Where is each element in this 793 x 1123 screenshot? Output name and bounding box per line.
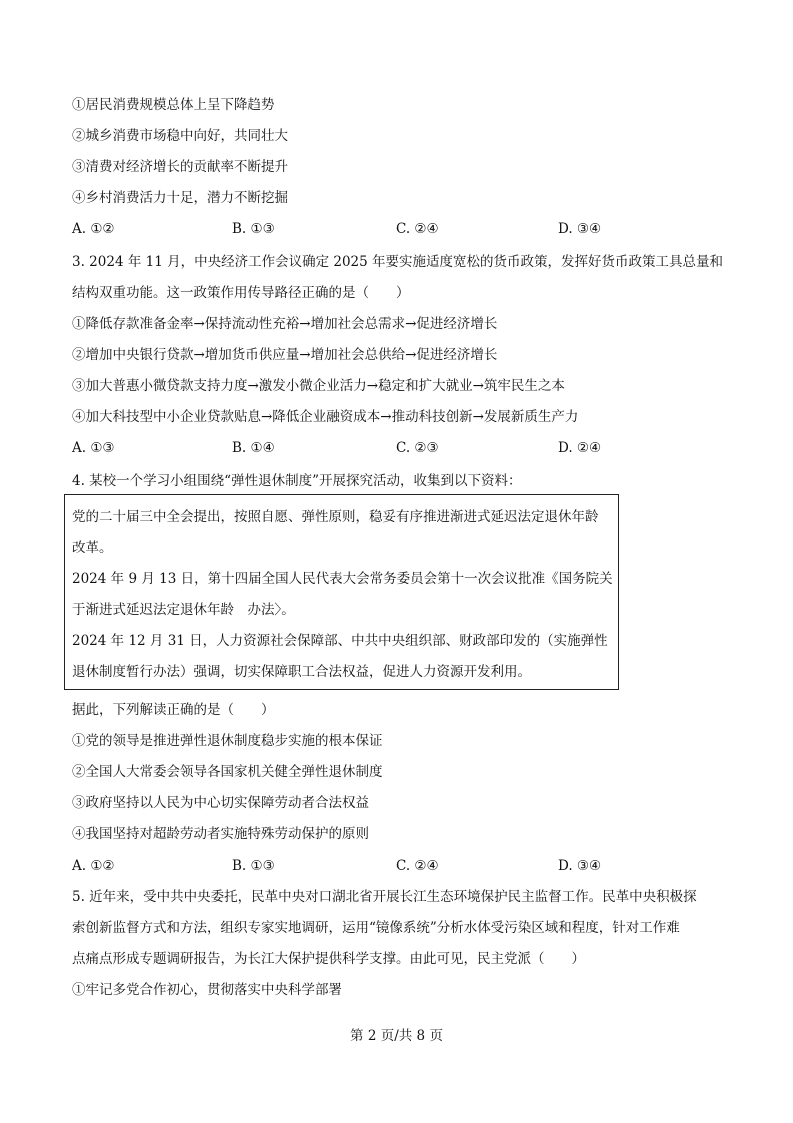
q3-statement-1: ①降低存款准备金率→保持流动性充裕→增加社会总需求→促进经济增长 xyxy=(72,316,498,332)
q4-material-line-1: 党的二十届三中全会提出，按照自愿、弹性原则，稳妥有序推进渐进式延迟法定退休年龄 xyxy=(72,509,599,525)
q5-stem-line-3: 点痛点形成专题调研报告，为长江大保护提供科学支撑。由此可见，民主党派（ ） xyxy=(72,951,585,967)
q2-options xyxy=(72,219,692,239)
q4-material-line-4: 于渐进式延迟法定退休年龄 办法〉。 xyxy=(72,602,295,618)
q4-statement-4: ④我国坚持对超龄劳动者实施特殊劳动保护的原则 xyxy=(72,826,369,842)
q2-option-c: C. ②④ xyxy=(396,221,439,237)
q3-statement-2: ②增加中央银行贷款→增加货币供应量→增加社会总供给→促进经济增长 xyxy=(72,347,498,363)
q4-option-d: D. ③④ xyxy=(558,858,602,874)
q2-statement-4: ④乡村消费活力十足，潜力不断挖掘 xyxy=(72,190,288,206)
q4-options xyxy=(72,856,692,876)
q2-statement-2: ②城乡消费市场稳中向好，共同壮大 xyxy=(72,128,288,144)
page-footer: 第 2 页/共 8 页 xyxy=(350,1028,443,1044)
q2-option-b: B. ①③ xyxy=(232,221,275,237)
q3-options xyxy=(72,438,692,458)
q2-option-a: A. ①② xyxy=(72,221,115,237)
q2-statement-1: ①居民消费规模总体上呈下降趋势 xyxy=(72,97,275,113)
q4-question: 据此，下列解读正确的是（ ） xyxy=(72,702,275,718)
q3-statement-3: ③加大普惠小微贷款支持力度→激发小微企业活力→稳定和扩大就业→筑牢民生之本 xyxy=(72,378,565,394)
q3-option-b: B. ①④ xyxy=(232,440,275,456)
q4-statement-2: ②全国人大常委会领导各国家机关健全弹性退休制度 xyxy=(72,764,383,780)
q3-option-d: D. ②④ xyxy=(558,440,602,456)
q4-material-line-2: 改革。 xyxy=(72,540,113,556)
q4-option-a: A. ①② xyxy=(72,858,115,874)
q2-option-d: D. ③④ xyxy=(558,221,602,237)
q3-stem-line-2: 结构双重功能。这一政策作用传导路径正确的是（ ） xyxy=(72,285,410,301)
q4-option-c: C. ②④ xyxy=(396,858,439,874)
q4-stem: 4. 某校一个学习小组围绕“弹性退休制度”开展探究活动，收集到以下资料： xyxy=(72,473,522,489)
q4-material-line-6: 退休制度暂行办法）强调，切实保障职工合法权益，促进人力资源开发利用。 xyxy=(72,664,531,680)
q3-stem-line-1: 3. 2024 年 11 月，中央经济工作会议确定 2025 年要实施适度宽松的货币政策，发挥好货币政策工具总量和 xyxy=(72,254,724,270)
q4-material-line-5: 2024 年 12 月 31 日，人力资源社会保障部、中共中央组织部、财政部印发的（实施弹性 xyxy=(72,633,608,649)
q4-statement-3: ③政府坚持以人民为中心切实保障劳动者合法权益 xyxy=(72,795,369,811)
q5-statement-1: ①牢记多党合作初心，贯彻落实中央科学部署 xyxy=(72,982,342,998)
q3-option-a: A. ①③ xyxy=(72,440,115,456)
q5-stem-line-1: 5. 近年来，受中共中央委托，民革中央对口湖北省开展长江生态环境保护民主监督工作。民革中央积极探 xyxy=(72,889,697,905)
q4-statement-1: ①党的领导是推进弹性退休制度稳步实施的根本保证 xyxy=(72,733,383,749)
q2-statement-3: ③清费对经济增长的贡献率不断提升 xyxy=(72,159,288,175)
q5-stem-line-2: 索创新监督方式和方法，组织专家实地调研，运用“镜像系统”分析水体受污染区域和程度，针对工作难 xyxy=(72,920,680,936)
q4-material-line-3: 2024 年 9 月 13 日，第十四届全国人民代表大会常务委员会第十一次会议批准《国务院关 xyxy=(72,571,613,587)
q3-option-c: C. ②③ xyxy=(396,440,439,456)
q3-statement-4: ④加大科技型中小企业贷款贴息→降低企业融资成本→推动科技创新→发展新质生产力 xyxy=(72,409,579,425)
q4-option-b: B. ①③ xyxy=(232,858,275,874)
